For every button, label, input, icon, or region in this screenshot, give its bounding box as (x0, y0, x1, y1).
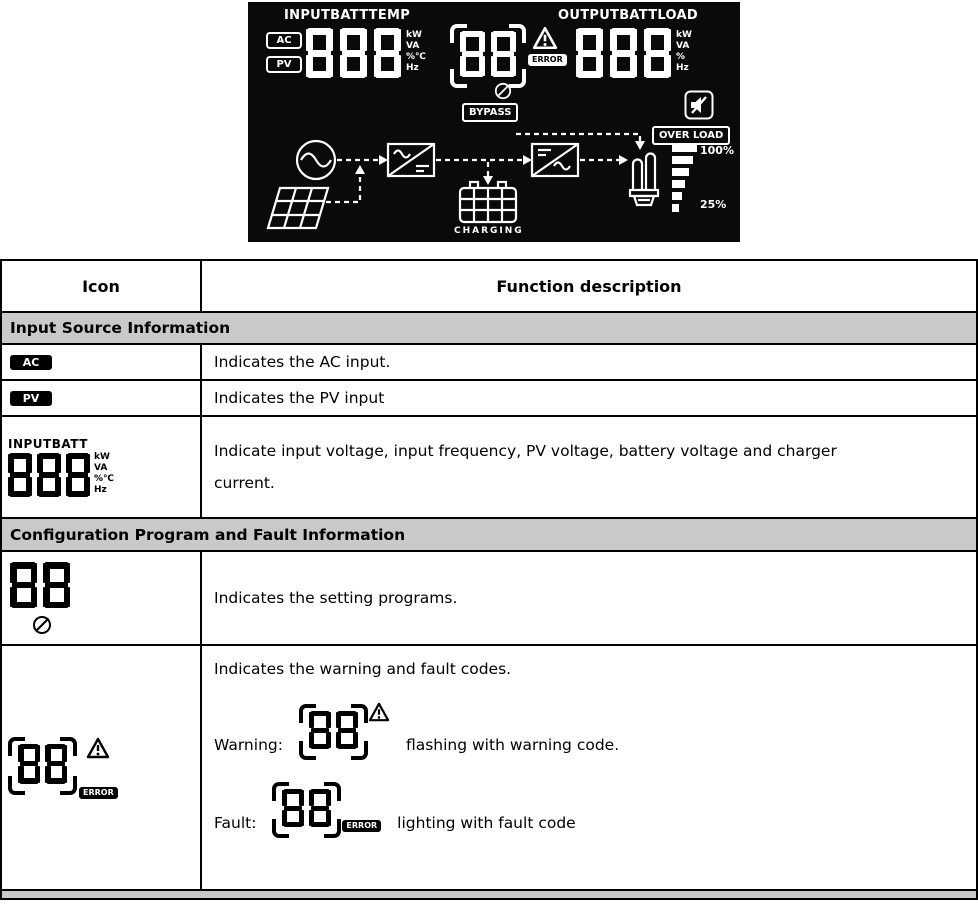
unit-kw: kW (406, 30, 422, 40)
unit-kw: kW (94, 452, 110, 462)
section-input-source-information: Input Source Information (2, 313, 976, 345)
lcd-error-badge: ERROR (528, 54, 567, 66)
lcd-display-panel (248, 2, 740, 242)
ac-description (202, 345, 976, 379)
setting-description (202, 552, 976, 644)
fault-code-digits (18, 744, 67, 784)
pv-badge-icon: PV (10, 391, 52, 406)
unit-kw: kW (676, 30, 692, 40)
pv-icon-cell (2, 381, 202, 415)
fault-text: lighting with fault code (397, 814, 576, 832)
fault-code-inline-icon (272, 782, 381, 838)
warning-code-icon (299, 704, 390, 760)
lcd-input-units (406, 30, 426, 74)
row-pv-input (2, 381, 976, 417)
inputbatt-display-icon (8, 437, 114, 497)
warning-code-digits (309, 711, 358, 749)
unit-hz: Hz (406, 63, 419, 73)
solar-panel-icon (268, 188, 328, 228)
lcd-load-100-label: 100% (700, 144, 734, 157)
fault-code-digits (282, 789, 331, 827)
inputbatt-description-text: Indicate input voltage, input frequency, PV voltage, battery voltage and charger current. (214, 442, 837, 492)
lcd-output-units (676, 30, 692, 74)
unit-va: VA (676, 41, 690, 51)
unit-percent-celsius: %℃ (406, 52, 426, 62)
lcd-pv-badge: PV (266, 56, 302, 73)
fault-intro-text: Indicates the warning and fault codes. (214, 660, 512, 678)
inputbatt-description (202, 417, 976, 517)
inputbatt-icon-cell (2, 417, 202, 517)
warning-label: Warning: (214, 736, 283, 754)
setting-icon-cell (2, 552, 202, 644)
unit-va: VA (406, 41, 420, 51)
fault-bracket-frame (8, 737, 77, 795)
icon-function-table (0, 259, 978, 900)
unit-hz: Hz (676, 63, 689, 73)
lcd-output-digits (576, 28, 671, 78)
row-ac-input (2, 345, 976, 381)
load-gauge-icon (672, 144, 697, 212)
bypass-line (516, 134, 640, 142)
ac-description-text: Indicates the AC input. (214, 353, 391, 371)
ac-badge-icon: AC (10, 355, 52, 370)
lcd-overload-label: OVER LOAD (652, 126, 730, 145)
inputbatt-label: INPUTBATT (8, 437, 88, 451)
inputbatt-units (94, 452, 114, 496)
setting-programs-icon (10, 562, 70, 635)
lcd-program-digits (460, 31, 516, 77)
table-header-row (2, 261, 976, 313)
lcd-program-bracket-frame (450, 24, 526, 88)
unit-hz: Hz (94, 485, 107, 495)
ac-source-icon (297, 141, 335, 179)
setting-digits (10, 562, 70, 608)
lcd-output-batt-load-label: OUTPUTBATTLOAD (558, 8, 698, 23)
lcd-bypass-label: BYPASS (462, 103, 518, 122)
warning-text: flashing with warning code. (405, 736, 620, 754)
error-badge: ERROR (342, 820, 381, 832)
unit-percent: % (676, 52, 686, 62)
lcd-setting-icon (494, 82, 512, 100)
lcd-input-digits (306, 28, 401, 78)
charger-converter-icon (388, 144, 434, 176)
inverter-icon (532, 144, 578, 176)
unit-va: VA (94, 463, 108, 473)
row-input-batt-display (2, 417, 976, 519)
warning-triangle-icon (86, 737, 110, 759)
header-description-column: Function description (496, 276, 682, 296)
lcd-ac-badge: AC (266, 32, 302, 49)
unit-percent-celsius: %℃ (94, 474, 114, 484)
fault-icon-cell (2, 646, 202, 889)
row-warning-fault-codes (2, 646, 976, 891)
warning-fault-code-icon (8, 737, 118, 799)
fault-bracket-frame (272, 782, 341, 838)
error-badge: ERROR (79, 787, 118, 799)
ac-icon-cell (2, 345, 202, 379)
load-bulb-icon (630, 154, 658, 206)
pv-description (202, 381, 976, 415)
setting-description-text: Indicates the setting programs. (214, 589, 458, 607)
lcd-warning-triangle-icon (532, 26, 558, 50)
setting-dial-icon (32, 615, 52, 635)
inputbatt-digits (8, 453, 90, 497)
row-setting-programs (2, 552, 976, 646)
lcd-mute-icon (684, 90, 714, 120)
fault-line (214, 778, 976, 834)
fault-label: Fault: (214, 814, 257, 832)
warning-triangle-icon (368, 702, 390, 722)
warning-line (214, 700, 976, 756)
pv-description-text: Indicates the PV input (214, 389, 385, 407)
section-configuration-fault-information: Configuration Program and Fault Information (2, 519, 976, 552)
header-icon-column: Icon (2, 261, 202, 311)
battery-icon (460, 182, 516, 222)
lcd-charging-label: CHARGING (454, 226, 524, 236)
fault-description (202, 646, 976, 889)
lcd-input-batt-temp-label: INPUTBATTTEMP (284, 8, 411, 23)
warning-bracket-frame (299, 704, 368, 760)
lcd-load-25-label: 25% (700, 198, 727, 211)
next-section-bar-partial (2, 891, 976, 898)
arrowheads (355, 141, 645, 185)
